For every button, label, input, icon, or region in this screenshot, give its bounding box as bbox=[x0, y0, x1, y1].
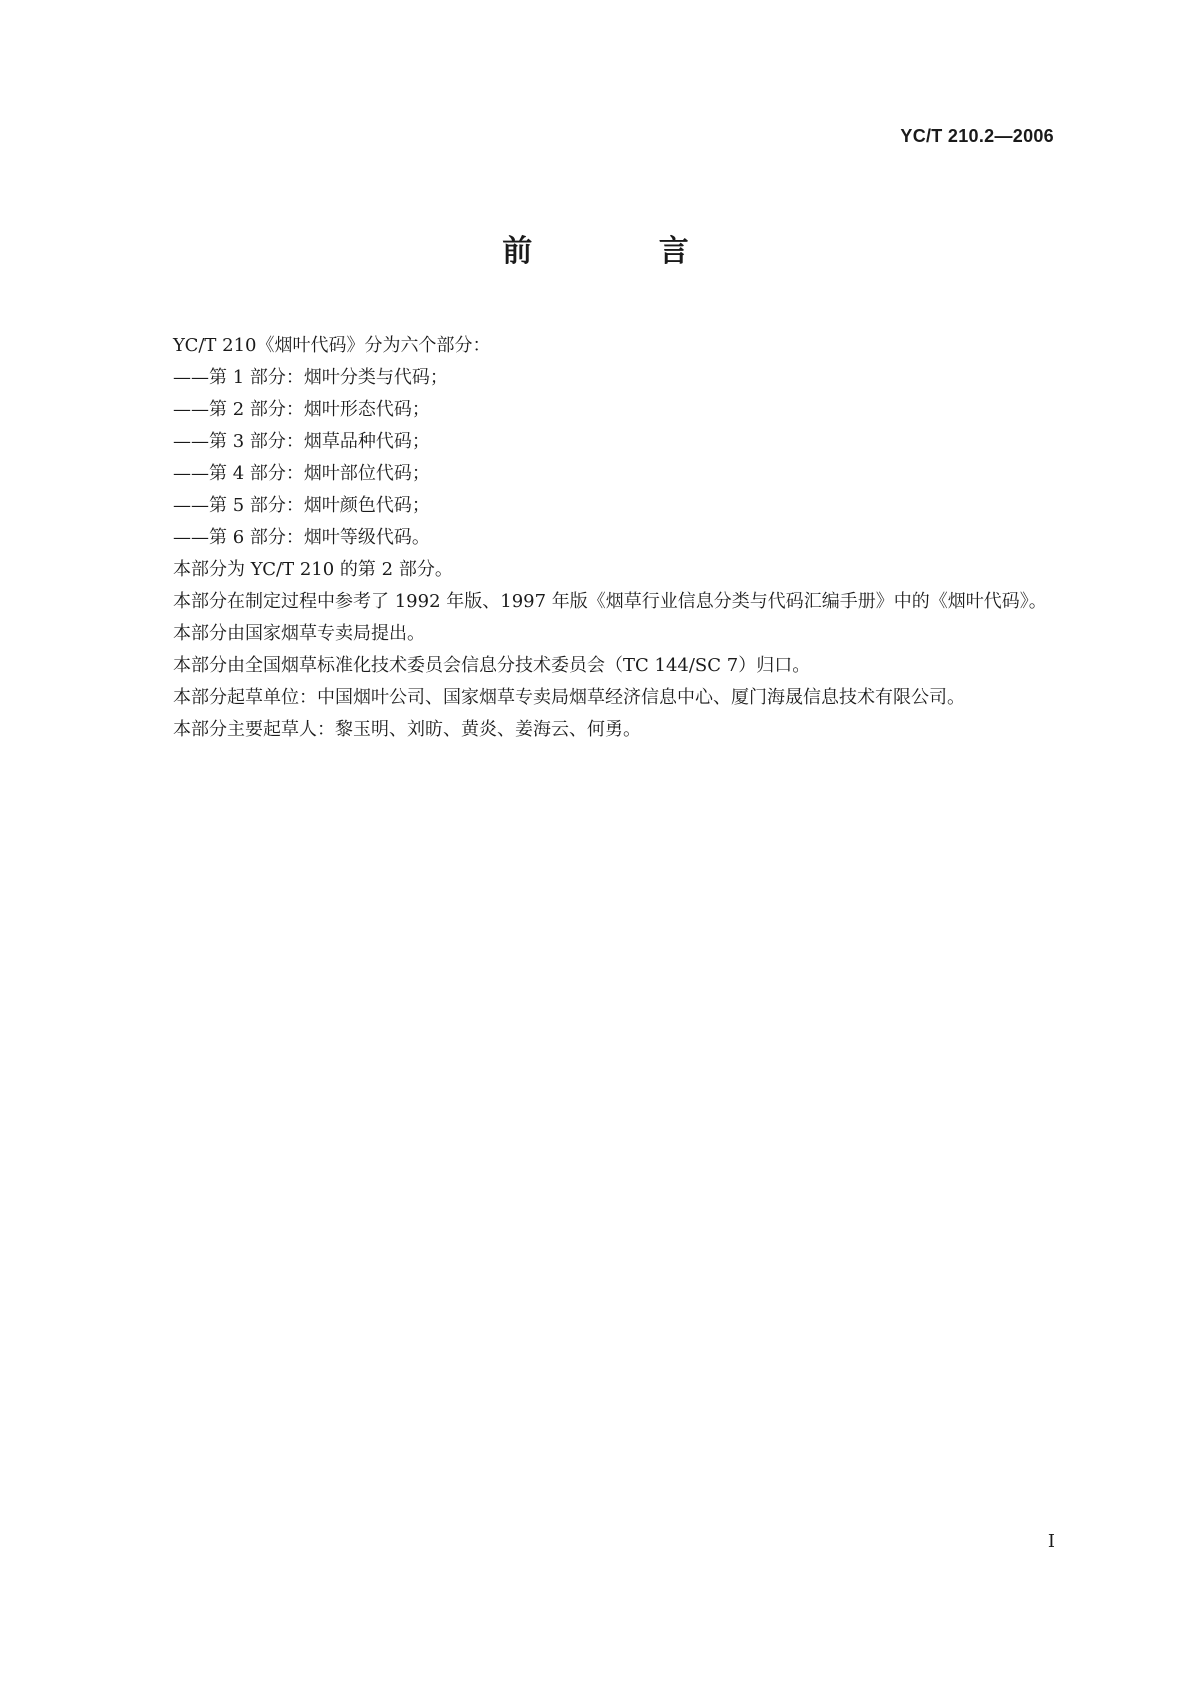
part-list-item: ——第 1 部分：烟叶分类与代码； bbox=[173, 367, 448, 388]
part-list-item: ——第 6 部分：烟叶等级代码。 bbox=[173, 527, 430, 548]
drafting-units-paragraph: 本部分起草单位：中国烟叶公司、国家烟草专卖局烟草经济信息中心、厦门海晟信息技术有限公司。 bbox=[173, 687, 965, 708]
part-statement-paragraph: 本部分为 YC/T 210 的第 2 部分。 bbox=[173, 559, 453, 580]
part-list-item: ——第 2 部分：烟叶形态代码； bbox=[173, 399, 430, 420]
page-number: I bbox=[1047, 1531, 1055, 1552]
intro-paragraph: YC/T 210《烟叶代码》分为六个部分： bbox=[173, 335, 491, 356]
foreword-body bbox=[135, 330, 1060, 746]
document-code: YC/T 210.2—2006 bbox=[900, 126, 1054, 146]
part-list-item: ——第 5 部分：烟叶颜色代码； bbox=[173, 495, 430, 516]
proposer-paragraph: 本部分由国家烟草专卖局提出。 bbox=[173, 623, 425, 644]
reference-paragraph: 本部分在制定过程中参考了 1992 年版、1997 年版《烟草行业信息分类与代码汇编手册》中的《烟叶代码》。 bbox=[173, 591, 1047, 612]
centralizer-paragraph: 本部分由全国烟草标准化技术委员会信息分技术委员会（TC 144/SC 7）归口。 bbox=[173, 655, 811, 676]
drafters-paragraph: 本部分主要起草人：黎玉明、刘昉、黄炎、姜海云、何勇。 bbox=[173, 719, 641, 740]
page-title: 前 言 bbox=[502, 234, 747, 269]
part-list-item: ——第 3 部分：烟草品种代码； bbox=[173, 431, 430, 452]
part-list-item: ——第 4 部分：烟叶部位代码； bbox=[173, 463, 430, 484]
